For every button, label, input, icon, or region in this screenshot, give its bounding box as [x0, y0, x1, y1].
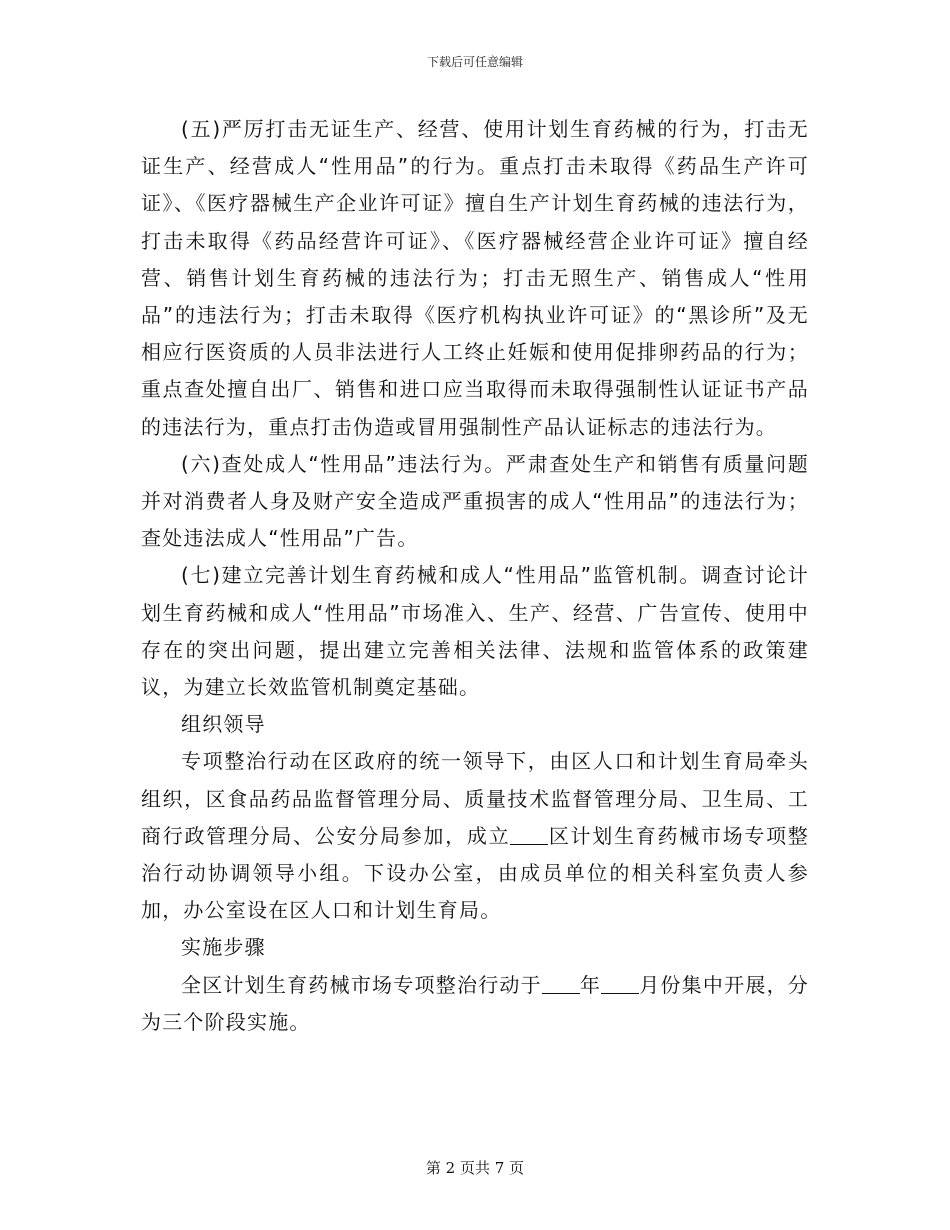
paragraph-steps: [141, 967, 809, 1041]
org-text-part2: 区计划生育药械市场专项整治行动协调领导小组。下设办公室，由成员单位的相关科室负责人参加，办公室设在区人口和计划生育局。: [141, 823, 809, 923]
steps-text-part3: 月份集中开展，分为三个阶段实施。: [141, 972, 810, 1034]
steps-text-part1: 全区计划生育药械市场专项整治行动于: [181, 972, 542, 997]
heading-steps: 实施步骤: [181, 935, 266, 960]
heading-organization: 组织领导: [181, 712, 266, 737]
org-text-part1: 专项整治行动在区政府的统一领导下，由区人口和计划生育局牵头组织，区食品药品监督管理分局、质量技术监督管理分局、卫生局、工商行政管理分局、公安分局参加，成立: [141, 749, 809, 848]
paragraph-six: (六)查处成人“性用品”违法行为。严肃查处生产和销售有质量问题并对消费者人身及财产安全造成严重损害的成人“性用品”的违法行为；查处违法成人“性用品”广告。: [141, 451, 809, 551]
paragraph-organization: [141, 743, 809, 929]
blank-year: [542, 973, 580, 994]
page-number-footer: 第 2 页共 7 页: [425, 1159, 525, 1177]
page-header-note: 下载后可任意编辑: [426, 55, 523, 69]
blank-month: [601, 973, 639, 994]
paragraph-five: (五)严厉打击无证生产、经营、使用计划生育药械的行为，打击无证生产、经营成人“性用品”的行为。重点打击未取得《药品生产许可证》、《医疗器械生产企业许可证》擅自生产计划生育药械的违法行为，打击未取得《药品经营许可证》、《医疗器械经营企业许可证》擅自经营、销售计划生育药械的违法行为；打击无照生产、销售成人“性用品”的违法行为；打击未取得《医疗机构执业许可证》的“黑诊所”及无相应行医资质的人员非法进行人工终止妊娠和使用促排卵药品的行为；重点查处擅自出厂、销售和进口应当取得而未取得强制性认证证书产品的违法行为，重点打击伪造或冒用强制性产品认证标志的违法行为。: [141, 117, 809, 439]
document-body: [141, 111, 809, 1041]
steps-text-part2: 年: [579, 972, 602, 997]
blank-district-name: [510, 824, 548, 845]
paragraph-seven: (七)建立完善计划生育药械和成人“性用品”监管机制。调查讨论计划生育药械和成人“性用品”市场准入、生产、经营、广告宣传、使用中存在的突出问题，提出建立完善相关法律、法规和监管体系的政策建议，为建立长效监管机制奠定基础。: [141, 563, 809, 700]
